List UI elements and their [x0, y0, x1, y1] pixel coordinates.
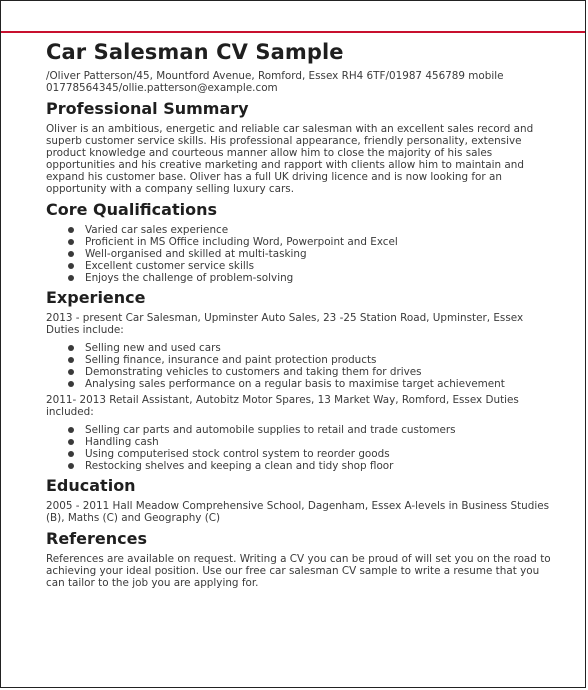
bullet-icon: [68, 439, 74, 445]
qualifications-heading: Core Qualifications: [46, 200, 217, 219]
list-item-text: Selling finance, insurance and paint protection products: [85, 354, 377, 366]
contact-details: /Oliver Patterson/45, Mountford Avenue, Romford, Essex RH4 6TF/01987 456789 mobile 01778564345/ollie.patterson@example.com: [46, 70, 504, 94]
list-item: [68, 260, 556, 272]
list-item: [68, 424, 556, 436]
list-item-text: Analysing sales performance on a regular basis to maximise target achievement: [85, 378, 505, 390]
list-item: [68, 272, 556, 284]
list-item: [68, 236, 556, 248]
bullet-icon: [68, 251, 74, 257]
bullet-icon: [68, 263, 74, 269]
list-item-text: Handling cash: [85, 436, 159, 448]
list-item: [68, 436, 556, 448]
education-text: 2005 - 2011 Hall Meadow Comprehensive School, Dagenham, Essex A-levels in Business Studies (B), Maths (C) and Geography (C): [46, 500, 550, 524]
section-education: [46, 476, 556, 524]
summary-heading: Professional Summary: [46, 99, 249, 118]
qualifications-list: [46, 224, 556, 284]
section-summary: [46, 99, 556, 195]
section-qualifications: [46, 200, 556, 284]
bullet-icon: [68, 427, 74, 433]
section-experience: [46, 288, 556, 472]
bullet-icon: [68, 227, 74, 233]
list-item-text: Proficient in MS Office including Word, Powerpoint and Excel: [85, 236, 398, 248]
bullet-icon: [68, 369, 74, 375]
list-item-text: Excellent customer service skills: [85, 260, 255, 272]
bullet-icon: [68, 463, 74, 469]
bullet-icon: [68, 275, 74, 281]
summary-text: Oliver is an ambitious, energetic and reliable car salesman with an excellent sales record and superb customer service skills. His professional appearance, friendly personality, extensive product knowledge and courteous manner allow him to close the majority of his sales opportunities and his creative marketing and rapport with clients allow him to maintain and expand his customer base. Oliver has a full UK driving licence and is now looking for an opportunity with a company selling luxury cars.: [46, 123, 534, 195]
list-item: [68, 342, 556, 354]
references-text: References are available on request. Writing a CV you can be proud of will set you on the road to achieving your ideal position. Use our free car salesman CV sample to write a resume that you can tailor to the job you are applying for.: [46, 553, 551, 589]
list-item-text: Well-organised and skilled at multi-tasking: [85, 248, 307, 260]
list-item: [68, 378, 556, 390]
list-item: [68, 460, 556, 472]
list-item-text: Selling car parts and automobile supplies to retail and trade customers: [85, 424, 456, 436]
header-rule: [1, 31, 586, 33]
list-item-text: Selling new and used cars: [85, 342, 221, 354]
education-heading: Education: [46, 476, 136, 495]
bullet-icon: [68, 357, 74, 363]
list-item: [68, 448, 556, 460]
section-references: [46, 529, 556, 589]
list-item: [68, 248, 556, 260]
list-item-text: Restocking shelves and keeping a clean and tidy shop floor: [85, 460, 394, 472]
job-duties-2: [46, 424, 556, 472]
list-item-text: Enjoys the challenge of problem-solving: [85, 272, 294, 284]
references-heading: References: [46, 529, 147, 548]
list-item-text: Varied car sales experience: [85, 224, 229, 236]
job-duties-1: [46, 342, 556, 390]
bullet-icon: [68, 451, 74, 457]
cv-content: [46, 39, 556, 594]
job-summary-1: 2013 - present Car Salesman, Upminster Auto Sales, 23 -25 Station Road, Upminster, Essex Duties include:: [46, 312, 524, 336]
list-item: [68, 354, 556, 366]
cv-title: Car Salesman CV Sample: [46, 40, 344, 64]
bullet-icon: [68, 345, 74, 351]
bullet-icon: [68, 381, 74, 387]
list-item: [68, 366, 556, 378]
list-item-text: Using computerised stock control system to reorder goods: [85, 448, 390, 460]
bullet-icon: [68, 239, 74, 245]
list-item: [68, 224, 556, 236]
experience-heading: Experience: [46, 288, 146, 307]
job-summary-2: 2011- 2013 Retail Assistant, Autobitz Motor Spares, 13 Market Way, Romford, Essex Duties included:: [46, 394, 519, 418]
list-item-text: Demonstrating vehicles to customers and taking them for drives: [85, 366, 422, 378]
